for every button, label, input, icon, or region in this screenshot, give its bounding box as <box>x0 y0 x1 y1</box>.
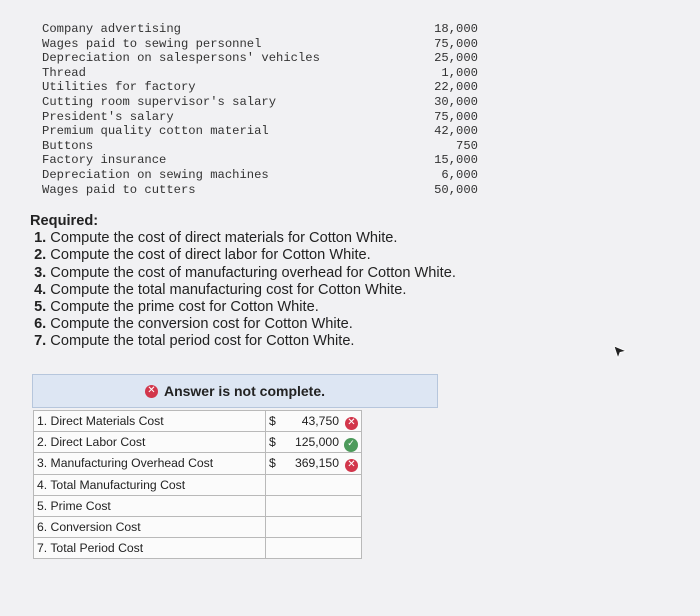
cost-item-amount: 22,000 <box>434 80 478 95</box>
answer-table <box>33 410 362 559</box>
requirement-item <box>30 333 456 350</box>
table-row <box>34 495 362 516</box>
cost-item-label: Utilities for factory <box>42 80 196 95</box>
cost-item-label: Buttons <box>42 138 94 153</box>
requirement-number: 6. <box>34 316 47 333</box>
cost-item-amount: 1,000 <box>441 65 478 80</box>
cost-item-label: Cutting room supervisor's salary <box>42 95 277 109</box>
cost-item <box>42 95 478 110</box>
requirement-item <box>30 247 456 264</box>
cost-item <box>42 110 478 125</box>
cost-item-amount: 6,000 <box>441 168 478 182</box>
currency-symbol: $ <box>269 435 276 450</box>
cost-item <box>42 183 478 198</box>
direct-materials-input[interactable] <box>266 411 362 432</box>
cost-item-amount: 50,000 <box>434 182 478 197</box>
cost-item <box>42 139 478 154</box>
requirement-number: 3. <box>34 264 47 281</box>
cost-item-label: President's salary <box>42 109 174 124</box>
cost-item-label: Depreciation on salespersons' vehicles <box>42 51 320 66</box>
row-label: 5. Prime Cost <box>34 495 266 516</box>
requirement-text: Compute the prime cost for Cotton White. <box>50 299 319 316</box>
row-label: 4. Total Manufacturing Cost <box>34 474 266 495</box>
conversion-cost-input[interactable] <box>266 516 362 537</box>
cost-item-amount: 18,000 <box>434 22 478 36</box>
cost-item-label: Depreciation on sewing machines <box>42 168 269 182</box>
required-heading: Required: <box>30 213 99 229</box>
requirement-text: Compute the total manufacturing cost for Cotton White. <box>50 281 407 298</box>
cost-item-label: Premium quality cotton material <box>42 124 269 139</box>
cost-item-amount: 25,000 <box>434 51 478 66</box>
requirement-text: Compute the total period cost for Cotton White. <box>50 333 355 350</box>
requirement-text: Compute the cost of manufacturing overhead for Cotton White. <box>50 264 456 281</box>
cost-item <box>42 168 478 183</box>
cost-item-amount: 42,000 <box>434 124 478 139</box>
incorrect-icon: ✕ <box>345 459 358 472</box>
requirement-item <box>30 316 456 333</box>
requirement-item <box>30 265 456 282</box>
row-label: 3. Manufacturing Overhead Cost <box>34 453 266 474</box>
requirement-number: 7. <box>34 333 47 350</box>
cost-item <box>42 22 478 37</box>
cost-item-label: Wages paid to cutters <box>42 182 196 197</box>
cost-item <box>42 153 478 168</box>
cost-item-amount: 750 <box>456 138 478 153</box>
row-label: 7. Total Period Cost <box>34 538 266 559</box>
requirement-number: 2. <box>34 247 47 264</box>
cost-item-amount: 75,000 <box>434 109 478 124</box>
row-label: 6. Conversion Cost <box>34 516 266 537</box>
requirement-number: 1. <box>34 230 47 247</box>
answer-value: 369,150 <box>294 456 339 471</box>
table-row <box>34 432 362 453</box>
cost-item-amount: 30,000 <box>434 95 478 109</box>
currency-symbol: $ <box>269 414 276 428</box>
requirement-text: Compute the cost of direct labor for Cotton White. <box>50 247 371 264</box>
requirement-number: 5. <box>34 299 47 316</box>
cost-item-label: Company advertising <box>42 22 181 36</box>
requirement-item <box>30 299 456 316</box>
requirement-text: Compute the conversion cost for Cotton White. <box>50 316 353 333</box>
requirement-text: Compute the cost of direct materials for Cotton White. <box>50 230 398 247</box>
prime-cost-input[interactable] <box>266 495 362 516</box>
check-circle-icon: ✓ <box>344 438 358 452</box>
answer-value: 125,000 <box>294 435 339 450</box>
required-section <box>30 213 456 351</box>
incorrect-icon: ✕ <box>345 417 358 430</box>
x-circle-icon: ✕ <box>145 385 158 398</box>
cost-item <box>42 80 478 95</box>
cost-item <box>42 51 478 66</box>
table-row <box>34 516 362 537</box>
cost-item-label: Thread <box>42 65 86 80</box>
requirement-number: 4. <box>34 281 47 298</box>
cost-item-label: Wages paid to sewing personnel <box>42 36 262 51</box>
total-period-cost-input[interactable] <box>266 538 362 559</box>
table-row <box>34 474 362 495</box>
answer-status-banner <box>32 374 438 408</box>
answer-status-text: Answer is not complete. <box>163 383 326 399</box>
cost-item-amount: 75,000 <box>434 36 478 51</box>
table-row <box>34 411 362 432</box>
currency-symbol: $ <box>269 456 276 471</box>
answer-value: 43,750 <box>301 414 339 428</box>
cost-item <box>42 37 478 52</box>
table-row <box>34 453 362 474</box>
requirement-item <box>30 282 456 299</box>
cost-item-label: Factory insurance <box>42 153 167 168</box>
row-label: 2. Direct Labor Cost <box>34 432 266 453</box>
direct-labor-input[interactable] <box>266 432 362 453</box>
cost-item-amount: 15,000 <box>434 153 478 168</box>
cost-item <box>42 124 478 139</box>
table-row <box>34 538 362 559</box>
manufacturing-overhead-input[interactable] <box>266 453 362 474</box>
row-label: 1. Direct Materials Cost <box>34 411 266 432</box>
cost-item <box>42 66 478 81</box>
requirement-item <box>30 230 456 247</box>
mouse-cursor-icon <box>613 345 627 359</box>
total-manufacturing-input[interactable] <box>266 474 362 495</box>
